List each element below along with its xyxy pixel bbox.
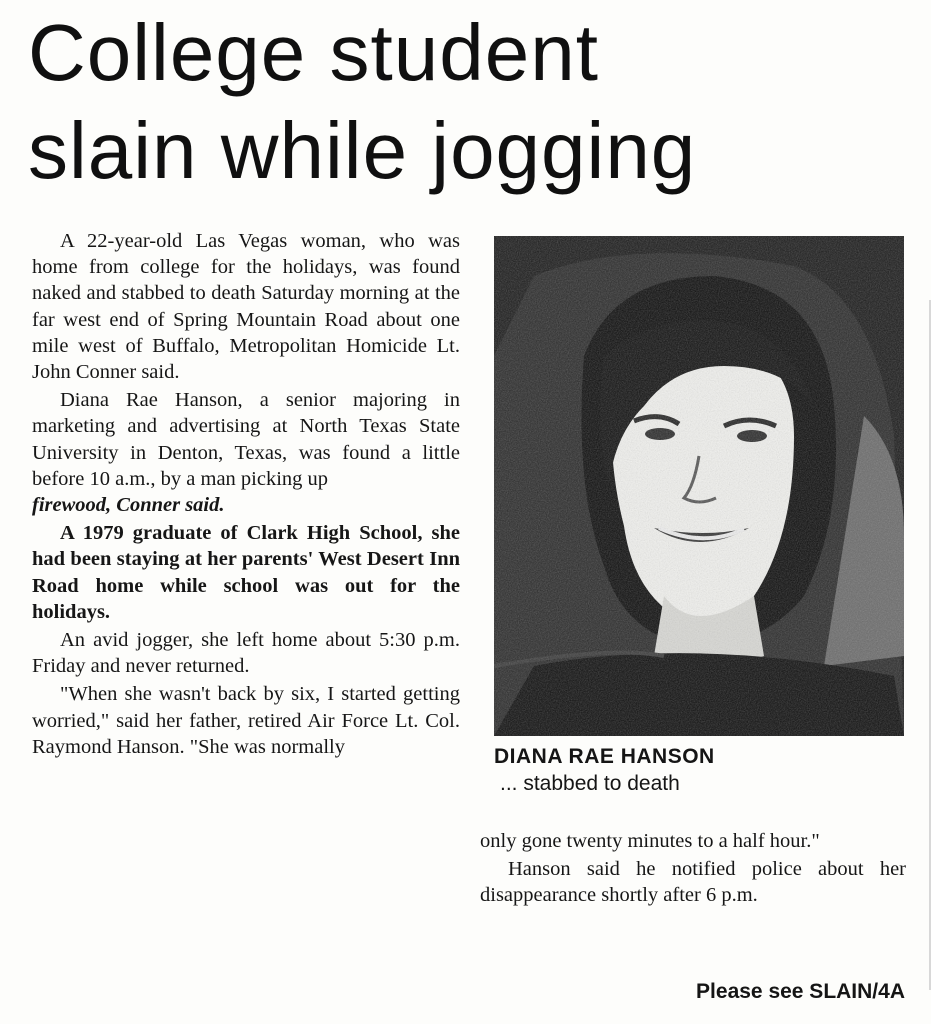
paragraph-1: A 22-year-old Las Vegas woman, who was home from college for the holidays, was found naked and stabbed to death Saturday morning at the far west end of Spring Mountain Road about one mile west of Buffalo, Metropolitan Homicide Lt. John Conner said. bbox=[32, 230, 460, 384]
paragraph-6: Hanson said he notified police about her disappearance shortly after 6 p.m. bbox=[480, 858, 906, 907]
article-column-left bbox=[32, 228, 460, 762]
paragraph-5: "When she wasn't back by six, I started getting worried," said her father, retired Air Force Lt. Col. Raymond Hanson. "She was normally bbox=[32, 683, 460, 758]
paragraph-2-end: firewood, Conner said. bbox=[32, 494, 225, 517]
photo-caption bbox=[494, 744, 904, 798]
caption-subtitle: ... stabbed to death bbox=[500, 772, 680, 795]
headline bbox=[28, 4, 918, 200]
paragraph-4: An avid jogger, she left home about 5:30 p.m. Friday and never returned. bbox=[32, 629, 460, 678]
paragraph-5-continued: only gone twenty minutes to a half hour." bbox=[480, 830, 820, 852]
caption-name: DIANA RAE HANSON bbox=[494, 745, 715, 768]
article-column-right bbox=[480, 828, 906, 911]
portrait-image bbox=[494, 236, 904, 736]
headline-line-2: slain while jogging bbox=[28, 106, 697, 195]
paragraph-2: Diana Rae Hanson, a senior majoring in marketing and advertising at North Texas State University in Denton, Texas, was found a little before 10 a.m., by a man picking up bbox=[32, 389, 460, 490]
portrait-photo bbox=[494, 236, 904, 736]
headline-line-1: College student bbox=[28, 8, 599, 97]
continuation-jump-line: Please see SLAIN/4A bbox=[696, 980, 905, 1003]
paragraph-3: A 1979 graduate of Clark High School, she had been staying at her parents' West Desert Inn Road home while school was out for the holidays. bbox=[32, 522, 460, 623]
